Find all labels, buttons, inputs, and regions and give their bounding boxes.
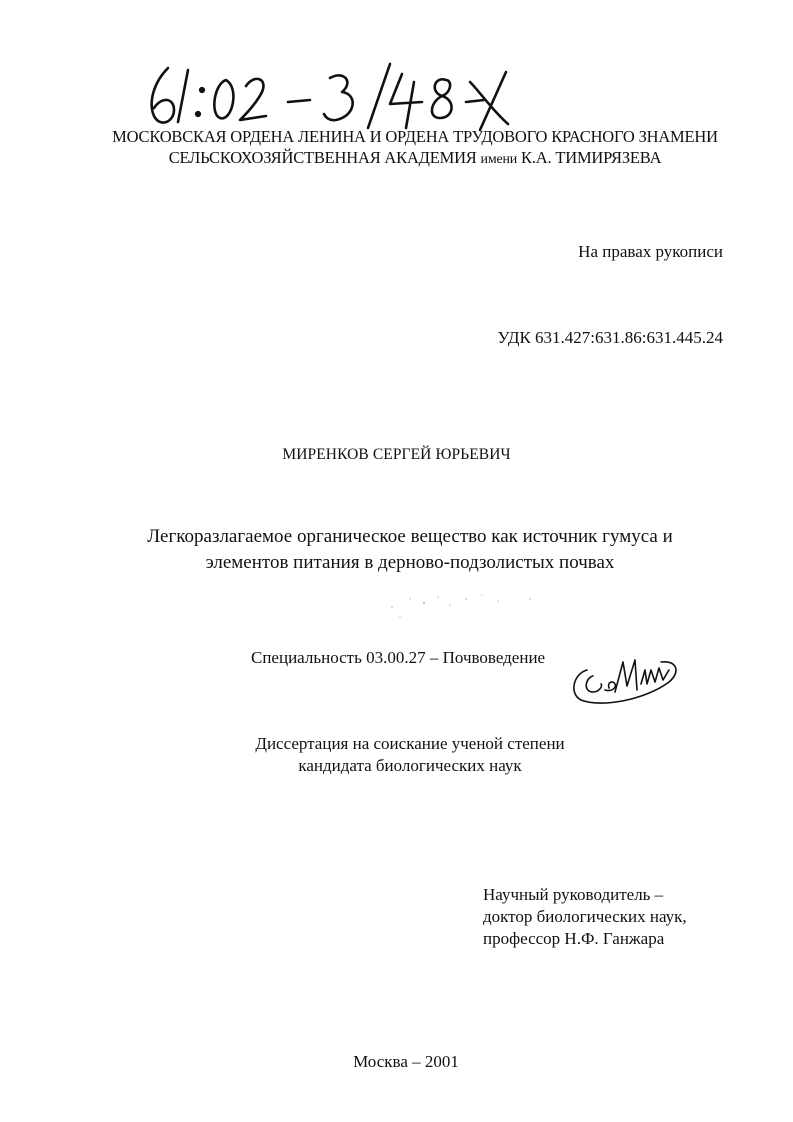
degree-line-1: Диссертация на соискание ученой степени (255, 734, 565, 753)
author-name: МИРЕНКОВ СЕРГЕЙ ЮРЬЕВИЧ (282, 446, 511, 463)
dissertation-title (90, 524, 730, 576)
supervisor-line-3: профессор Н.Ф. Ганжара (483, 929, 665, 948)
supervisor-line-1: Научный руководитель – (483, 885, 664, 904)
title-line-1: Легкоразлагаемое органическое вещество как источник гумуса и (147, 526, 673, 547)
city-year: Москва – 2001 (353, 1052, 459, 1071)
manuscript-rights: На правах рукописи (578, 242, 723, 261)
institution-line-1: МОСКОВСКАЯ ОРДЕНА ЛЕНИНА И ОРДЕНА ТРУДОВОГО КРАСНОГО ЗНАМЕНИ (112, 127, 718, 146)
udk-code: УДК 631.427:631.86:631.445.24 (497, 328, 723, 347)
dissertation-degree (230, 733, 590, 777)
signature-mark (565, 640, 685, 710)
institution-name (60, 126, 770, 170)
supervisor-line-2: доктор биологических наук, (483, 907, 687, 926)
title-line-2: элементов питания в дерново-подзолистых почвах (205, 552, 615, 573)
scientific-supervisor (483, 884, 687, 950)
specialty: Специальность 03.00.27 – Почвоведение (251, 648, 546, 667)
scan-specks (380, 585, 540, 625)
handwritten-code-mark (140, 58, 520, 132)
degree-line-2: кандидата биологических наук (298, 756, 522, 775)
institution-line-2: СЕЛЬСКОХОЗЯЙСТВЕННАЯ АКАДЕМИЯ имени К.А. ТИМИРЯЗЕВА (168, 148, 662, 167)
